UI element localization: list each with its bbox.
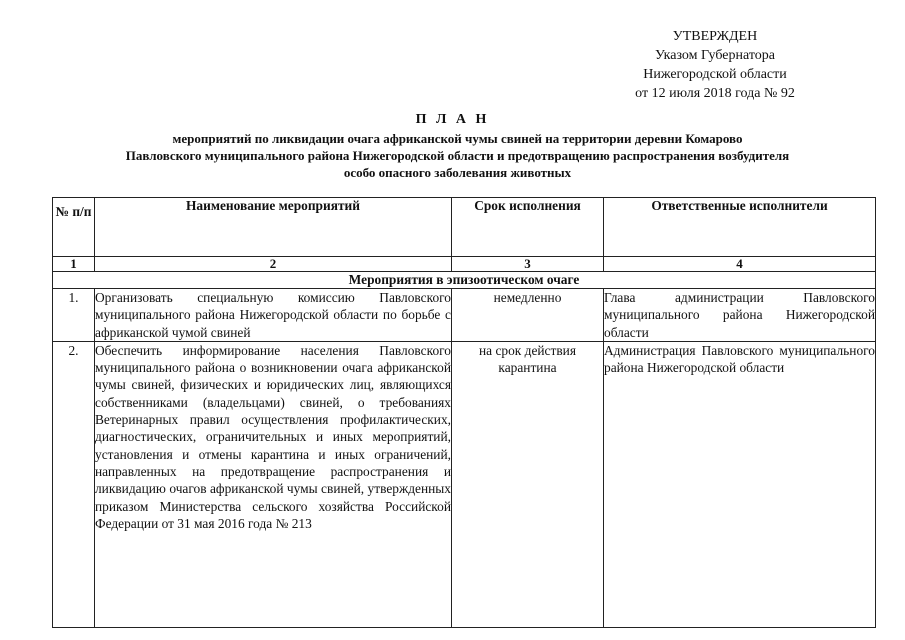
approval-line-region: Нижегородской области	[643, 67, 787, 82]
table-row	[53, 289, 876, 342]
approval-stamp	[560, 27, 870, 103]
row-number: 2.	[53, 341, 95, 627]
row-responsible: Глава администрации Павловского муниципального района Нижегородской области	[604, 290, 875, 340]
header-responsible: Ответственные исполнители	[604, 198, 876, 257]
plan-subtitle-line: мероприятий по ликвидации очага африканской чумы свиней на территории деревни Комарово	[172, 131, 743, 146]
row-responsible: Администрация Павловского муниципального района Нижегородской области	[604, 341, 876, 627]
section-row	[53, 272, 876, 289]
header-name: Наименование мероприятий	[95, 198, 452, 257]
plan-subtitle-line: особо опасного заболевания животных	[343, 165, 572, 180]
approval-line-approved: УТВЕРЖДЕН	[672, 29, 758, 44]
header-term: Срок исполнения	[452, 198, 604, 257]
table-header-row	[53, 198, 876, 257]
row-term: на срок действия карантина	[452, 341, 604, 627]
column-number: 2	[95, 257, 452, 272]
header-num: № п/п	[53, 198, 95, 257]
row-term: немедленно	[452, 289, 604, 342]
column-number: 1	[53, 257, 95, 272]
plan-title: П Л А Н	[415, 112, 490, 127]
column-number: 4	[604, 257, 876, 272]
approval-line-date: от 12 июля 2018 года № 92	[635, 86, 795, 101]
section-title: Мероприятия в эпизоотическом очаге	[53, 272, 876, 289]
row-activity: Обеспечить информирование населения Павловского муниципального района о возникновении очага африканской чумы свиней, физических и юридических лиц, являющихся собственниками (владельцами) свиней, о требованиях Ветеринарных правил осуществления профилактических, диагностических, ограничительных и иных мероприятий, установления и отмены карантина и иных ограничений, направленных на предотвращение распространения и ликвидацию очагов африканской чумы свиней, утвержденных приказом Министерства сельского хозяйства Российской Федерации от 31 мая 2016 года № 213	[95, 341, 452, 627]
column-number-row	[53, 257, 876, 272]
row-number: 1.	[53, 289, 95, 342]
table-row	[53, 341, 876, 627]
plan-subtitle	[40, 130, 875, 181]
approval-line-decree: Указом Губернатора	[654, 48, 776, 63]
plan-subtitle-line: Павловского муниципального района Нижегородской области и предотвращению распространения возбудителя	[125, 148, 790, 163]
row-activity: Организовать специальную комиссию Павловского муниципального района Нижегородской области по борьбе с африканской чумой свиней	[95, 290, 451, 340]
column-number: 3	[452, 257, 604, 272]
plan-table	[52, 197, 876, 628]
